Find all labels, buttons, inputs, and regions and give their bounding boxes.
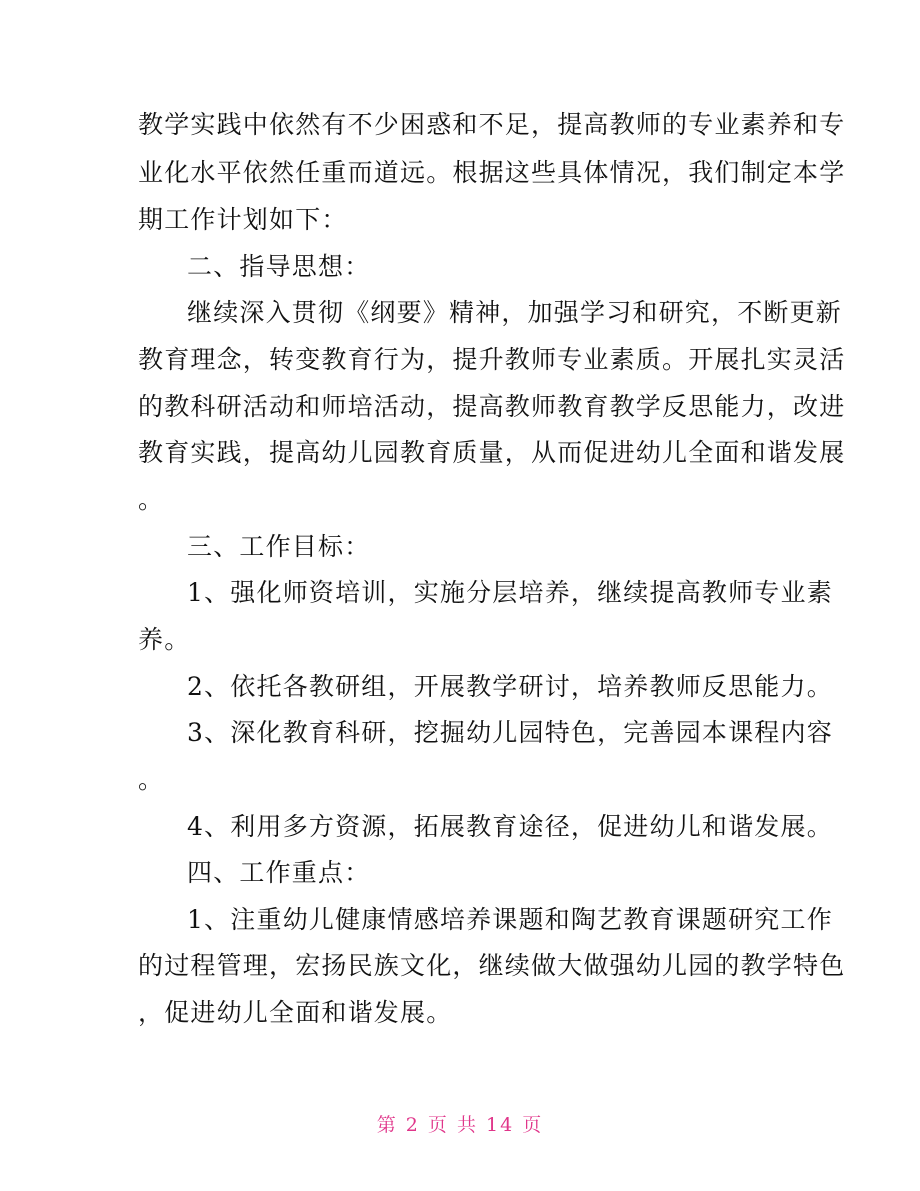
page-number-footer: 第 2 页 共 14 页 (376, 1114, 544, 1136)
text-line-3: 期工作计划如下： (138, 205, 348, 234)
text-line-5: 继续深入贯彻《纲要》精神，加强学习和研究，不断更新 (187, 298, 843, 327)
section-heading-guiding-thought: 二、指导思想： (187, 252, 371, 281)
focus-item-1-end: ，促进幼儿全面和谐发展。 (138, 998, 453, 1027)
text-line-8: 教育实践，提高幼儿园教育质量，从而促进幼儿全面和谐发展 (138, 438, 846, 467)
text-line-6: 教育理念，转变教育行为，提升教师专业素质。开展扎实灵活 (138, 345, 846, 374)
section-heading-work-focus: 四、工作重点： (187, 858, 371, 887)
goal-item-2: 2、依托各教研组，开展教学研讨，培养教师反思能力。 (187, 672, 833, 701)
text-line-9: 。 (138, 485, 165, 514)
focus-item-1-continued: 的过程管理，宏扬民族文化，继续做大做强幼儿园的教学特色 (138, 951, 846, 980)
goal-item-3: 3、深化教育科研，挖掘幼儿园特色，完善园本课程内容 (187, 718, 833, 747)
section-heading-work-goals: 三、工作目标： (187, 532, 371, 561)
text-line-2: 业化水平依然任重而道远。根据这些具体情况，我们制定本学 (138, 158, 846, 187)
text-line-1: 教学实践中依然有不少困惑和不足，提高教师的专业素养和专 (138, 110, 846, 139)
goal-item-4: 4、利用多方资源，拓展教育途径，促进幼儿和谐发展。 (187, 812, 833, 841)
text-line-7: 的教科研活动和师培活动，提高教师教育教学反思能力，改进 (138, 392, 846, 421)
focus-item-1: 1、注重幼儿健康情感培养课题和陶艺教育课题研究工作 (187, 905, 833, 934)
goal-item-1-continued: 养。 (138, 625, 191, 654)
goal-item-1: 1、强化师资培训，实施分层培养，继续提高教师专业素 (187, 578, 833, 607)
goal-item-3-continued: 。 (138, 765, 165, 794)
